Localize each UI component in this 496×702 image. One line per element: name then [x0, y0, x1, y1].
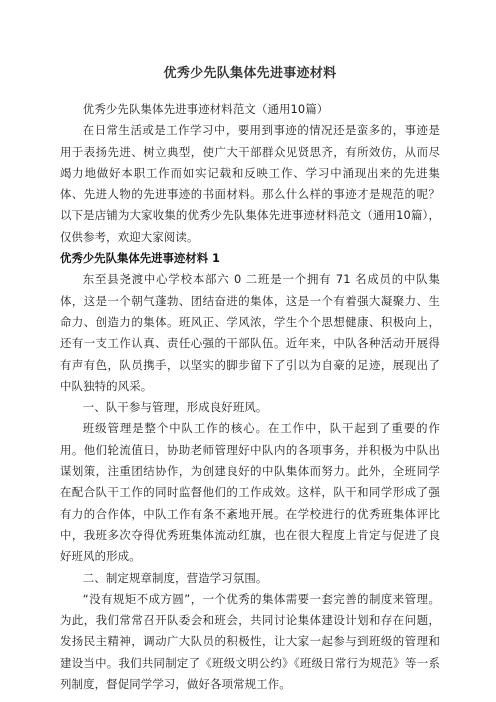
document-title: 优秀少先队集体先进事迹材料 — [163, 66, 337, 81]
section-heading: 优秀少先队集体先进事迹材料 1 — [60, 251, 220, 266]
subheading-1: 一、队干参与管理，形成良好班风。 — [82, 400, 268, 415]
intro-paragraph: 在日常生活或是工作学习中，要用到事迹的情况还是蛮多的，事迹是用于表扬先进、树立典型，使广大干部群众见贤思齐，有所效仿，从而尽竭力地做好本职工作而如实记载和反映工作、学习中涌现出来的先进集体、先进人物的先进事迹的书面材料。那么什么样的事迹才是规范的呢？以下是店铺为大家收集的优秀少先队集体先进事迹材料范文（通用10篇），仅供参考，欢迎大家阅读。 — [60, 123, 440, 244]
paragraph-3: “没有规矩不成方圆”，一个优秀的集体需要一套完善的制度来管理。为此，我们常常召开队委会和班会，共同讨论集体建设计划和存在问题，发扬民主精神，调动广大队员的积极性，让大家一起参与到班级的管理和建设当中。我们共同制定了《班级文明公约》《班级日常行为规范》等一系列制度，督促同学学习，做好各项常规工作。 — [60, 591, 440, 692]
intro-title-line: 优秀少先队集体先进事迹材料范文（通用10篇） — [82, 102, 329, 116]
paragraph-2: 班级管理是整个中队工作的核心。在工作中，队干起到了重要的作用。他们轮流值日，协助老师管理好中队内的各项事务，并积极为中队出谋划策，注重团结协作，为创建良好的中队集体而努力。此外，全班同学在配合队干工作的同时监督他们的工作成效。这样，队干和同学形成了强有力的合作体，中队工作有条不紊地开展。在学校进行的优秀班集体评比中，我班多次夺得优秀班集体流动红旗，也在很大程度上肯定与促进了良好班风的形成。 — [60, 421, 440, 564]
paragraph-1: 东至县尧渡中心学校本部六 0 二班是一个拥有 71 名成员的中队集体，这是一个朝气蓬勃、团结奋进的集体，这是一个有着强大凝聚力、生命力、创造力的集体。班风正、学风浓，学生个个思想健康、积极向上，还有一支工作认真、责任心强的干部队伍。近年来，中队各种活动开展得有声有色，队员携手，以坚实的脚步留下了引以为自豪的足迹，展现出了中队独特的风采。 — [60, 272, 440, 393]
subheading-2: 二、制定规章制度，营造学习氛围。 — [82, 570, 268, 585]
